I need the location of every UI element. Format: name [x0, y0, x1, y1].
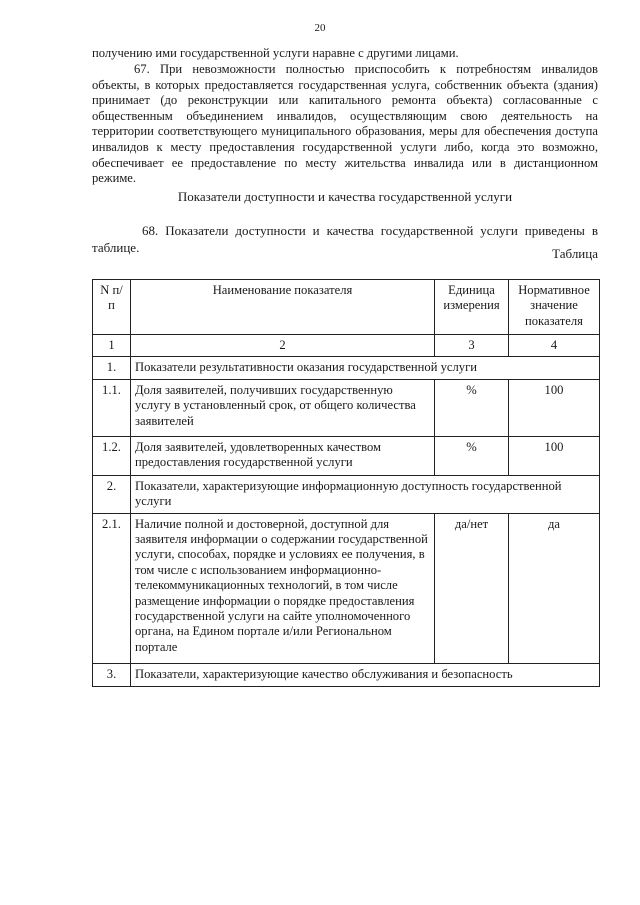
column-number: 4 — [509, 335, 600, 357]
section-title: Показатели результативности оказания государственной услуги — [131, 357, 600, 379]
indicator-unit: да/нет — [435, 513, 509, 663]
table-section-row — [93, 357, 600, 379]
page-number: 20 — [314, 22, 326, 34]
column-number: 1 — [93, 335, 131, 357]
row-num: 3. — [93, 663, 131, 686]
paragraph-68: 68. Показатели доступности и качества государственной услуги приведены в таблице. — [92, 223, 598, 255]
header-name: Наименование показателя — [131, 280, 435, 335]
column-number-row — [93, 335, 600, 357]
row-num: 1.2. — [93, 436, 131, 475]
indicator-name: Доля заявителей, удовлетворенных качеством предоставления государственной услуги — [131, 436, 435, 475]
table-row — [93, 513, 600, 663]
row-num: 2. — [93, 475, 131, 513]
table-section-row — [93, 663, 600, 686]
indicator-norm: 100 — [509, 436, 600, 475]
indicator-unit: % — [435, 379, 509, 436]
header-num: N п/п — [93, 280, 131, 335]
indicator-name: Наличие полной и достоверной, доступной для заявителя информации о содержании государственной услуги, способах, порядке и условиях ее получения, в том числе с использованием информационно-телекоммуникационных технологий, в том числе размещение информации о порядке предоставления государственной услуги на сайте уполномоченного органа, на Едином портале и/или Региональном портале — [131, 513, 435, 663]
row-num: 1.1. — [93, 379, 131, 436]
section-title: Показатели, характеризующие информационную доступность государственной услуги — [131, 475, 600, 513]
section-heading: Показатели доступности и качества государственной услуги — [177, 189, 513, 204]
section-title: Показатели, характеризующие качество обслуживания и безопасность — [131, 663, 600, 686]
table-header-row — [93, 280, 600, 335]
continuation-paragraph: получению ими государственной услуги наравне с другими лицами. — [92, 46, 459, 60]
header-norm: Нормативное значение показателя — [509, 280, 600, 335]
indicators-table — [92, 279, 600, 687]
indicator-name: Доля заявителей, получивших государственную услугу в установленный срок, от общего количества заявителей — [131, 379, 435, 436]
indicator-norm: 100 — [509, 379, 600, 436]
row-num: 1. — [93, 357, 131, 379]
indicator-unit: % — [435, 436, 509, 475]
header-unit: Единица измерения — [435, 280, 509, 335]
paragraph-67: 67. При невозможности полностью приспособить к потребностям инвалидов объекты, в которых предоставляется государственная услуга, собственник объекта (здания) принимает (до реконструкции или капитального ремонта объекта) согласованные с общественным объединением инвалидов, осуществляющим свою деятельность на территории соответствующего муниципального образования, меры для обеспечения доступа инвалидов к месту предоставления государственной услуги либо, когда это возможно, обеспечивает ее предоставление по месту жительства инвалида или в дистанционном режиме. — [92, 62, 598, 186]
column-number: 2 — [131, 335, 435, 357]
table-row — [93, 379, 600, 436]
table-label: Таблица — [552, 246, 598, 261]
indicator-norm: да — [509, 513, 600, 663]
column-number: 3 — [435, 335, 509, 357]
row-num: 2.1. — [93, 513, 131, 663]
table-row — [93, 436, 600, 475]
table-section-row — [93, 475, 600, 513]
